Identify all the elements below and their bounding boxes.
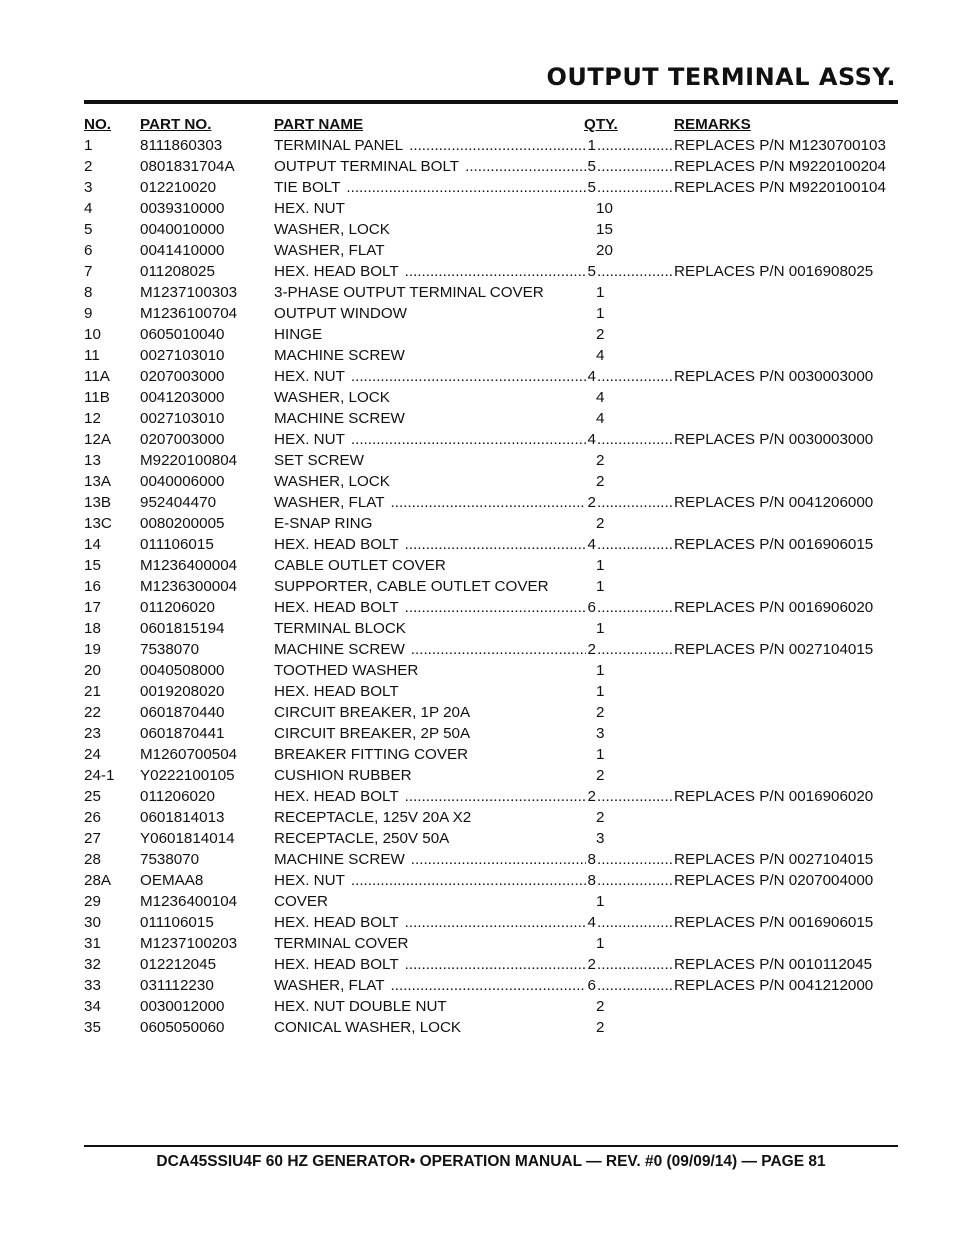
- row-part-name: TERMINAL COVER: [274, 935, 409, 952]
- leader-dots: [351, 366, 586, 387]
- leader-dots: [391, 492, 586, 513]
- table-row: [84, 135, 898, 156]
- row-part-name: RECEPTACLE, 125V 20A X2: [274, 809, 472, 826]
- header-no: NO.: [84, 116, 112, 133]
- row-qty: 2: [596, 704, 605, 721]
- row-part-name: MACHINE SCREW: [274, 347, 405, 364]
- table-row: [84, 156, 898, 177]
- row-part-no: Y0222100105: [140, 767, 235, 784]
- row-part-name: HEX. NUT: [274, 872, 345, 889]
- row-qty: 2: [596, 326, 605, 343]
- row-remarks: REPLACES P/N 0016906015: [674, 536, 874, 553]
- row-part-name: CUSHION RUBBER: [274, 767, 412, 784]
- leader-line: [274, 786, 674, 807]
- leader-dots: [597, 639, 674, 660]
- row-qty: 5: [587, 158, 596, 175]
- leader-dots: [351, 429, 586, 450]
- row-no: 13C: [84, 515, 112, 532]
- row-remarks: REPLACES P/N 0027104015: [674, 851, 874, 868]
- leader-line: [274, 261, 674, 282]
- row-part-no: M1260700504: [140, 746, 238, 763]
- row-part-no: 0030012000: [140, 998, 225, 1015]
- table-row: [84, 765, 898, 786]
- row-qty: 2: [587, 956, 596, 973]
- row-part-no: 012210020: [140, 179, 217, 196]
- row-no: 2: [84, 158, 93, 175]
- row-qty: 2: [596, 809, 605, 826]
- row-remarks: REPLACES P/N 0016908025: [674, 263, 874, 280]
- leader-line: [274, 975, 674, 996]
- row-part-name: WASHER, LOCK: [274, 473, 390, 490]
- row-part-name: TERMINAL PANEL: [274, 137, 404, 154]
- row-qty: 15: [596, 221, 613, 238]
- leader-dots: [597, 366, 674, 387]
- row-no: 26: [84, 809, 101, 826]
- leader-dots: [597, 912, 674, 933]
- table-row: [84, 597, 898, 618]
- row-remarks: REPLACES P/N 0030003000: [674, 368, 874, 385]
- row-qty: 4: [587, 431, 596, 448]
- leader-line: [274, 597, 674, 618]
- leader-dots: [346, 177, 585, 198]
- row-part-name: HEX. HEAD BOLT: [274, 599, 399, 616]
- row-part-name: WASHER, FLAT: [274, 977, 385, 994]
- row-qty: 1: [596, 935, 605, 952]
- table-row: [84, 450, 898, 471]
- row-part-name: 3-PHASE OUTPUT TERMINAL COVER: [274, 284, 544, 301]
- table-row: [84, 177, 898, 198]
- row-part-no: 0605050060: [140, 1019, 225, 1036]
- leader-dots: [597, 870, 674, 891]
- table-row: [84, 702, 898, 723]
- row-qty: 20: [596, 242, 613, 259]
- footer-rule: [84, 1145, 898, 1147]
- table-row: [84, 534, 898, 555]
- row-qty: 2: [587, 641, 596, 658]
- row-part-name: CIRCUIT BREAKER, 2P 50A: [274, 725, 471, 742]
- table-header-row: [84, 114, 898, 135]
- row-qty: 2: [596, 452, 605, 469]
- row-qty: 1: [596, 620, 605, 637]
- leader-dots: [409, 135, 585, 156]
- leader-dots: [351, 870, 586, 891]
- table-row: [84, 303, 898, 324]
- row-part-no: M1237100203: [140, 935, 238, 952]
- row-remarks: REPLACES P/N 0030003000: [674, 431, 874, 448]
- leader-dots: [391, 975, 586, 996]
- leader-line: [274, 156, 674, 177]
- row-qty: 1: [596, 683, 605, 700]
- row-part-name: OUTPUT TERMINAL BOLT: [274, 158, 460, 175]
- table-row: [84, 408, 898, 429]
- row-no: 9: [84, 305, 93, 322]
- row-no: 22: [84, 704, 101, 721]
- row-part-no: M1236100704: [140, 305, 238, 322]
- row-qty: 1: [596, 746, 605, 763]
- leader-dots: [405, 912, 586, 933]
- row-qty: 3: [596, 725, 605, 742]
- row-part-no: M1236400004: [140, 557, 238, 574]
- row-part-name: COVER: [274, 893, 329, 910]
- row-qty: 3: [596, 830, 605, 847]
- table-row: [84, 954, 898, 975]
- row-qty: 10: [596, 200, 613, 217]
- leader-dots: [597, 975, 674, 996]
- row-no: 33: [84, 977, 101, 994]
- row-part-name: HEX. HEAD BOLT: [274, 914, 399, 931]
- table-row: [84, 345, 898, 366]
- row-part-name: OUTPUT WINDOW: [274, 305, 408, 322]
- row-part-name: SUPPORTER, CABLE OUTLET COVER: [274, 578, 549, 595]
- row-no: 30: [84, 914, 101, 931]
- row-no: 11B: [84, 389, 110, 406]
- leader-dots: [597, 177, 674, 198]
- table-row: [84, 891, 898, 912]
- leader-dots: [597, 429, 674, 450]
- table-row: [84, 219, 898, 240]
- leader-line: [274, 954, 674, 975]
- leader-dots: [597, 786, 674, 807]
- leader-dots: [597, 597, 674, 618]
- row-part-no: 0040508000: [140, 662, 225, 679]
- page-footer: DCA45SSIU4F 60 HZ GENERATOR• OPERATION MANUAL — REV. #0 (09/09/14) — PAGE 81: [156, 1153, 826, 1170]
- row-no: 11: [84, 347, 100, 364]
- row-no: 5: [84, 221, 93, 238]
- leader-line: [274, 849, 674, 870]
- row-part-name: TIE BOLT: [274, 179, 341, 196]
- leader-dots: [597, 954, 674, 975]
- row-part-name: CONICAL WASHER, LOCK: [274, 1019, 462, 1036]
- row-qty: 2: [596, 767, 605, 784]
- row-remarks: REPLACES P/N 0016906020: [674, 599, 874, 616]
- row-remarks: REPLACES P/N 0016906020: [674, 788, 874, 805]
- row-part-name: SET SCREW: [274, 452, 365, 469]
- leader-line: [274, 534, 674, 555]
- row-part-no: 0601814013: [140, 809, 225, 826]
- table-row: [84, 744, 898, 765]
- leader-line: [274, 135, 674, 156]
- row-part-name: TERMINAL BLOCK: [274, 620, 406, 637]
- row-part-no: 0207003000: [140, 431, 225, 448]
- leader-dots: [597, 492, 674, 513]
- row-remarks: REPLACES P/N M9220100204: [674, 158, 886, 175]
- row-part-no: 7538070: [140, 641, 200, 658]
- row-no: 13: [84, 452, 101, 469]
- row-part-name: HEX. HEAD BOLT: [274, 683, 399, 700]
- row-no: 28: [84, 851, 101, 868]
- row-part-name: HEX. NUT: [274, 368, 345, 385]
- row-qty: 1: [596, 662, 605, 679]
- row-part-no: 8111860303: [140, 137, 223, 154]
- row-qty: 4: [587, 536, 596, 553]
- row-part-name: HEX. HEAD BOLT: [274, 956, 399, 973]
- row-part-name: WASHER, LOCK: [274, 389, 390, 406]
- table-row: [84, 198, 898, 219]
- row-remarks: REPLACES P/N 0041212000: [674, 977, 874, 994]
- table-row: [84, 429, 898, 450]
- row-part-name: HEX. NUT DOUBLE NUT: [274, 998, 447, 1015]
- row-qty: 6: [587, 599, 596, 616]
- table-body: [84, 135, 898, 1038]
- row-part-name: HEX. NUT: [274, 200, 345, 217]
- leader-dots: [597, 261, 674, 282]
- leader-line: [274, 177, 674, 198]
- row-part-name: HEX. HEAD BOLT: [274, 263, 399, 280]
- row-qty: 1: [596, 305, 605, 322]
- row-qty: 2: [596, 515, 605, 532]
- row-no: 32: [84, 956, 101, 973]
- row-part-no: 0601815194: [140, 620, 225, 637]
- row-part-no: 0040010000: [140, 221, 225, 238]
- table-row: [84, 618, 898, 639]
- row-part-name: WASHER, FLAT: [274, 242, 385, 259]
- row-qty: 8: [587, 872, 596, 889]
- leader-line: [274, 870, 674, 891]
- row-part-no: 011106015: [140, 536, 214, 553]
- row-no: 35: [84, 1019, 101, 1036]
- row-part-no: 0041203000: [140, 389, 225, 406]
- row-no: 21: [84, 683, 101, 700]
- table-row: [84, 996, 898, 1017]
- parts-table: [84, 114, 898, 1038]
- row-no: 1: [84, 137, 93, 154]
- table-row: [84, 240, 898, 261]
- row-qty: 1: [596, 578, 605, 595]
- row-no: 4: [84, 200, 93, 217]
- row-qty: 2: [587, 494, 596, 511]
- leader-dots: [597, 135, 674, 156]
- row-part-no: 0601870440: [140, 704, 225, 721]
- table-row: [84, 975, 898, 996]
- table-row: [84, 807, 898, 828]
- leader-dots: [405, 534, 586, 555]
- row-no: 10: [84, 326, 101, 343]
- row-no: 34: [84, 998, 101, 1015]
- row-part-no: 0041410000: [140, 242, 225, 259]
- row-part-no: 0207003000: [140, 368, 225, 385]
- leader-line: [274, 492, 674, 513]
- row-qty: 1: [596, 557, 605, 574]
- row-part-name: MACHINE SCREW: [274, 410, 405, 427]
- row-qty: 6: [587, 977, 596, 994]
- row-part-name: WASHER, LOCK: [274, 221, 390, 238]
- leader-line: [274, 912, 674, 933]
- header-remarks: REMARKS: [674, 116, 751, 133]
- row-qty: 8: [587, 851, 596, 868]
- row-part-name: MACHINE SCREW: [274, 851, 405, 868]
- row-no: 15: [84, 557, 101, 574]
- row-part-no: 011106015: [140, 914, 214, 931]
- row-qty: 2: [587, 788, 596, 805]
- row-no: 8: [84, 284, 93, 301]
- row-no: 24-1: [84, 767, 115, 784]
- row-no: 27: [84, 830, 101, 847]
- row-part-name: HEX. NUT: [274, 431, 345, 448]
- leader-dots: [465, 156, 585, 177]
- page-title: OUTPUT TERMINAL ASSY.: [546, 63, 896, 91]
- row-part-name: HEX. HEAD BOLT: [274, 788, 399, 805]
- row-qty: 5: [587, 263, 596, 280]
- row-qty: 2: [596, 998, 605, 1015]
- row-no: 23: [84, 725, 101, 742]
- row-qty: 1: [587, 137, 596, 154]
- row-qty: 4: [587, 914, 596, 931]
- row-part-no: M1236300004: [140, 578, 238, 595]
- table-row: [84, 492, 898, 513]
- row-no: 13B: [84, 494, 112, 511]
- leader-line: [274, 639, 674, 660]
- row-qty: 1: [596, 893, 605, 910]
- leader-line: [274, 429, 674, 450]
- leader-dots: [405, 786, 586, 807]
- row-qty: 4: [596, 347, 605, 364]
- table-row: [84, 576, 898, 597]
- table-row: [84, 870, 898, 891]
- table-row: [84, 513, 898, 534]
- row-part-no: 952404470: [140, 494, 217, 511]
- row-part-no: 0605010040: [140, 326, 225, 343]
- table-row: [84, 828, 898, 849]
- row-qty: 4: [596, 410, 605, 427]
- row-no: 25: [84, 788, 101, 805]
- row-no: 31: [84, 935, 101, 952]
- row-part-no: 0039310000: [140, 200, 225, 217]
- row-qty: 5: [587, 179, 596, 196]
- row-remarks: REPLACES P/N 0041206000: [674, 494, 874, 511]
- row-remarks: REPLACES P/N 0027104015: [674, 641, 874, 658]
- table-row: [84, 324, 898, 345]
- leader-dots: [405, 954, 586, 975]
- table-row: [84, 912, 898, 933]
- row-part-no: 0019208020: [140, 683, 225, 700]
- row-part-no: 7538070: [140, 851, 200, 868]
- table-row: [84, 786, 898, 807]
- row-part-no: 0027103010: [140, 347, 225, 364]
- row-part-no: 012212045: [140, 956, 217, 973]
- table-row: [84, 555, 898, 576]
- row-no: 11A: [84, 368, 110, 385]
- row-part-name: CABLE OUTLET COVER: [274, 557, 446, 574]
- row-part-no: 0040006000: [140, 473, 225, 490]
- row-part-name: MACHINE SCREW: [274, 641, 405, 658]
- table-row: [84, 387, 898, 408]
- row-no: 13A: [84, 473, 112, 490]
- table-row: [84, 471, 898, 492]
- row-no: 29: [84, 893, 101, 910]
- header-qty: QTY.: [584, 116, 618, 133]
- row-part-no: 0027103010: [140, 410, 225, 427]
- table-row: [84, 681, 898, 702]
- header-part-name: PART NAME: [274, 116, 364, 133]
- header-part-no: PART NO.: [140, 116, 212, 133]
- row-part-no: M9220100804: [140, 452, 238, 469]
- leader-dots: [405, 261, 586, 282]
- table-row: [84, 261, 898, 282]
- row-part-no: 011208025: [140, 263, 215, 280]
- row-part-name: WASHER, FLAT: [274, 494, 385, 511]
- leader-dots: [411, 639, 586, 660]
- table-row: [84, 282, 898, 303]
- row-part-no: 0801831704A: [140, 158, 235, 175]
- row-part-no: M1236400104: [140, 893, 238, 910]
- row-part-name: E-SNAP RING: [274, 515, 373, 532]
- row-no: 18: [84, 620, 101, 637]
- row-qty: 2: [596, 473, 605, 490]
- row-part-name: RECEPTACLE, 250V 50A: [274, 830, 450, 847]
- row-part-no: M1237100303: [140, 284, 238, 301]
- leader-dots: [405, 597, 586, 618]
- leader-dots: [597, 849, 674, 870]
- table-row: [84, 639, 898, 660]
- row-part-name: HINGE: [274, 326, 323, 343]
- table-row: [84, 723, 898, 744]
- row-remarks: REPLACES P/N M1230700103: [674, 137, 886, 154]
- row-part-name: CIRCUIT BREAKER, 1P 20A: [274, 704, 471, 721]
- row-remarks: REPLACES P/N 0016906015: [674, 914, 874, 931]
- row-remarks: REPLACES P/N M9220100104: [674, 179, 886, 196]
- row-qty: 1: [596, 284, 605, 301]
- row-no: 14: [84, 536, 101, 553]
- row-no: 20: [84, 662, 101, 679]
- table-row: [84, 933, 898, 954]
- row-no: 24: [84, 746, 101, 763]
- title-rule: [84, 100, 898, 104]
- leader-dots: [597, 534, 674, 555]
- row-part-no: Y0601814014: [140, 830, 235, 847]
- row-part-no: 011206020: [140, 788, 215, 805]
- row-no: 16: [84, 578, 101, 595]
- leader-dots: [597, 156, 674, 177]
- row-remarks: REPLACES P/N 0010112045: [674, 956, 873, 973]
- row-part-no: OEMAA8: [140, 872, 204, 889]
- row-qty: 4: [587, 368, 596, 385]
- row-remarks: REPLACES P/N 0207004000: [674, 872, 874, 889]
- row-no: 7: [84, 263, 93, 280]
- leader-line: [274, 366, 674, 387]
- table-row: [84, 1017, 898, 1038]
- row-no: 6: [84, 242, 93, 259]
- row-no: 12A: [84, 431, 112, 448]
- row-part-no: 011206020: [140, 599, 215, 616]
- table-row: [84, 849, 898, 870]
- row-part-no: 0601870441: [140, 725, 225, 742]
- row-no: 12: [84, 410, 101, 427]
- leader-dots: [411, 849, 586, 870]
- row-part-name: BREAKER FITTING COVER: [274, 746, 469, 763]
- row-no: 3: [84, 179, 93, 196]
- row-part-name: TOOTHED WASHER: [274, 662, 419, 679]
- row-part-name: HEX. HEAD BOLT: [274, 536, 399, 553]
- row-no: 19: [84, 641, 101, 658]
- row-part-no: 031112230: [140, 977, 214, 994]
- table-row: [84, 660, 898, 681]
- row-no: 17: [84, 599, 101, 616]
- row-qty: 2: [596, 1019, 605, 1036]
- row-part-no: 0080200005: [140, 515, 225, 532]
- row-qty: 4: [596, 389, 605, 406]
- row-no: 28A: [84, 872, 112, 889]
- table-row: [84, 366, 898, 387]
